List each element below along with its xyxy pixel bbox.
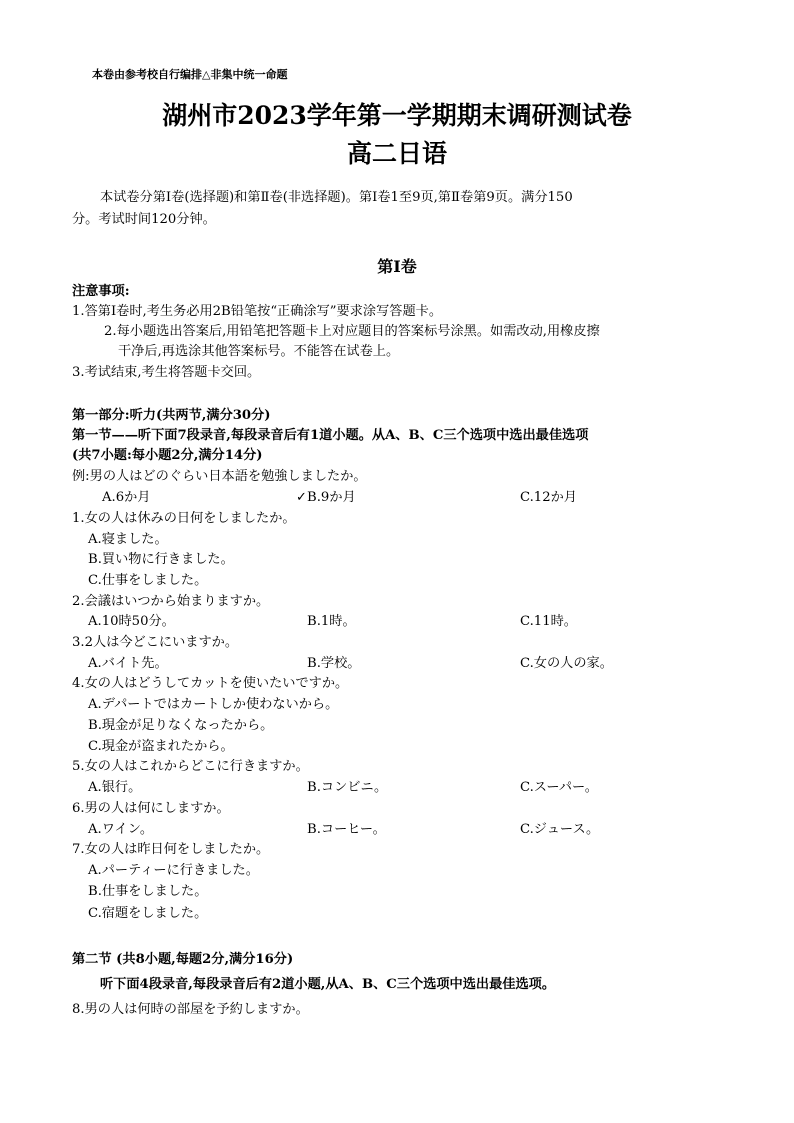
question-1: 1.女の人は休みの日何をしましたか。: [72, 511, 296, 526]
q3-option-a: A.バイト先。: [88, 656, 168, 671]
section2-heading: 第二节 (共8小题,每题2分,满分16分): [72, 952, 294, 967]
q2-option-c: C.11時。: [520, 614, 577, 629]
q6-option-b: B.コーヒー。: [307, 822, 386, 837]
q5-option-b: B.コンビニ。: [307, 780, 388, 795]
section2-instruction: 听下面4段录音,每段录音后有2道小题,从A、B、C三个选项中选出最佳选项。: [100, 977, 556, 992]
q6-option-a: A.ワイン。: [88, 822, 154, 837]
question-8: 8.男の人は何時の部屋を予約しますか。: [72, 1002, 309, 1017]
volume-heading: 第Ⅰ卷: [377, 257, 417, 276]
part1-heading: 第一部分:听力(共两节,满分30分): [72, 408, 271, 423]
q4-option-c: C.現金が盗まれたから。: [88, 739, 234, 754]
exam-title: 湖州市2023学年第一学期期末调研测试卷: [162, 101, 632, 130]
q1-option-c: C.仕事をしました。: [88, 573, 208, 588]
notices-heading: 注意事项:: [72, 284, 130, 299]
q5-option-c: C.スーパー。: [520, 780, 598, 795]
q4-option-a: A.デパートではカートしか使わないから。: [88, 697, 339, 712]
q1-option-b: B.買い物に行きました。: [88, 552, 234, 567]
q2-option-b: B.1時。: [307, 614, 356, 629]
q7-option-a: A.パーティーに行きました。: [88, 863, 259, 878]
exam-subtitle: 高二日语: [346, 139, 447, 168]
q2-option-a: A.10時50分。: [88, 614, 175, 629]
question-6: 6.男の人は何にしますか。: [72, 801, 230, 816]
q7-option-b: B.仕事をしました。: [88, 884, 208, 899]
question-4: 4.女の人はどうしてカットを使いたいですか。: [72, 676, 349, 691]
q7-option-c: C.宿題をしました。: [88, 906, 208, 921]
example-option-a: A.6か月: [102, 490, 151, 505]
q3-option-b: B.学校。: [307, 656, 361, 671]
example-question: 例:男の人はどのぐらい日本語を勉強しましたか。: [72, 469, 367, 484]
notice-item-1: 1.答第Ⅰ卷时,考生务必用2B铅笔按“正确涂写”要求涂写答题卡。: [72, 304, 443, 319]
question-3: 3.2人は今どこにいますか。: [72, 635, 239, 650]
section1-instruction-a: 第一节——听下面7段录音,每段录音后有1道小题。从A、B、C三个选项中选出最佳选项: [72, 428, 589, 443]
q5-option-a: A.银行。: [88, 780, 142, 795]
q4-option-b: B.現金が足りなくなったから。: [88, 718, 274, 733]
notice-item-2a: 2.每小题选出答案后,用铅笔把答题卡上对应题目的答案标号涂黑。如需改动,用橡皮擦: [104, 324, 600, 339]
notice-item-3: 3.考试结束,考生将答题卡交回。: [72, 365, 261, 380]
question-7: 7.女の人は昨日何をしましたか。: [72, 842, 270, 857]
q1-option-a: A.寝ました。: [88, 532, 168, 547]
intro-line-2: 分。考试时间120分钟。: [72, 212, 216, 227]
exam-source-note: 本卷由参考校自行编排△非集中统一命题: [92, 68, 288, 81]
question-5: 5.女の人はこれからどこに行きますか。: [72, 759, 309, 774]
question-2: 2.会議はいつから始まりますか。: [72, 594, 270, 609]
intro-line-1: 本试卷分第Ⅰ卷(选择题)和第Ⅱ卷(非选择题)。第Ⅰ卷1至9页,第Ⅱ卷第9页。满分150: [100, 190, 573, 205]
notice-item-2b: 干净后,再选涂其他答案标号。不能答在试卷上。: [118, 344, 400, 359]
q3-option-c: C.女の人の家。: [520, 656, 613, 671]
example-option-b: ✓B.9か月: [296, 490, 356, 505]
q6-option-c: C.ジュース。: [520, 822, 600, 837]
example-option-c: C.12か月: [520, 490, 577, 505]
section1-instruction-b: (共7小题:每小题2分,满分14分): [72, 448, 263, 463]
